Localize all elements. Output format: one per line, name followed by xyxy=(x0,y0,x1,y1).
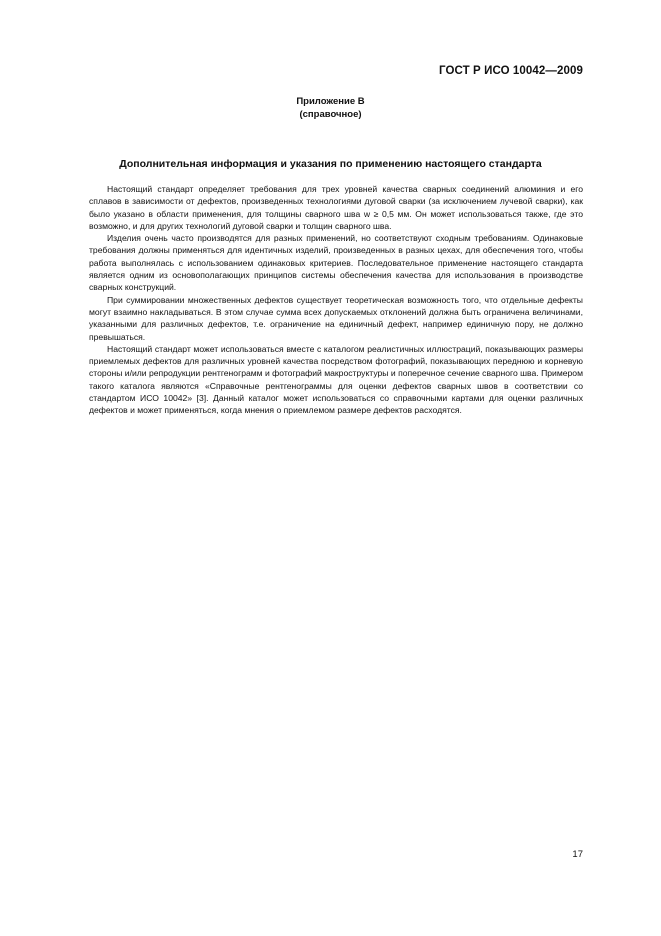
paragraph: Настоящий стандарт определяет требования для трех уровней качества сварных соединений алюминия и его сплавов в зависимости от дефектов, произведенных технологиями дуговой сварки (за исключением лучевой сварки), как было указано в области применения, для толщины сварного шва w ≥ 0,5 мм. Он может использоваться также, где это возможно, и для других технологий дуговой сварки и толщин сварного шва. xyxy=(89,184,583,231)
paragraph: Настоящий стандарт может использоваться вместе с каталогом реалистичных иллюстраций, показывающих размеры приемлемых дефектов для различных уровней качества посредством фотографий, показывающих переднюю и корневую стороны и/или репродукции рентгенограмм и фотографий макроструктуры и поперечное сечение сварного шва. Примером такого каталога являются «Справочные рентгенограммы для оценки дефектов сварных швов в соответствии со стандартом ИСО 10042» [3]. Данный каталог может использоваться со справочными картами для оценки различных дефектов и может применяться, когда мнения о приемлемом размере дефектов расходятся. xyxy=(89,343,583,416)
section-title: Дополнительная информация и указания по применению настоящего стандарта xyxy=(119,158,542,170)
body-text xyxy=(89,183,583,417)
paragraph: При суммировании множественных дефектов существует теоретическая возможность того, что отдельные дефекты могут взаимно накладываться. В этом случае сумма всех допускаемых отклонений должна быть ограничена величинами, указанными для различных дефектов, т.е. ограничение на единичный дефект, например единичную пору, не должно превышаться. xyxy=(89,294,583,342)
page-number: 17 xyxy=(572,849,583,860)
appendix-title: Приложение В xyxy=(296,96,365,107)
standard-identifier: ГОСТ Р ИСО 10042—2009 xyxy=(438,65,583,77)
appendix-subtitle: (справочное) xyxy=(299,109,362,120)
paragraph: Изделия очень часто производятся для разных применений, но соответствуют сходным требованиям. Одинаковые требования должны применяться для идентичных изделий, произведенных в разных цехах, для обеспечения того, чтобы работа выполнялась с использованием одинаковых критериев. Последовательное применение настоящего стандарта является одним из основополагающих принципов системы обеспечения качества для использования в производстве сварных конструкций. xyxy=(89,233,583,293)
appendix-heading xyxy=(0,95,661,121)
